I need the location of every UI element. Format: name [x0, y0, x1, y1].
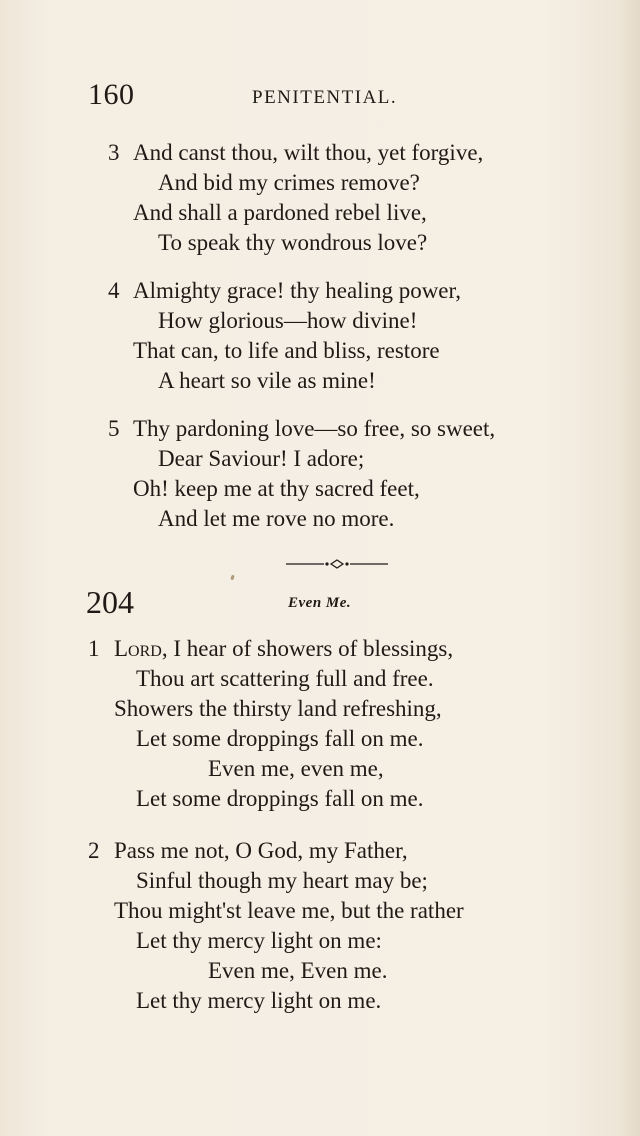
- verse-line: And canst thou, wilt thou, yet forgive,: [133, 140, 484, 165]
- stanza-number: 3: [108, 140, 120, 165]
- verse-line: And let me rove no more.: [158, 506, 395, 531]
- verse-line: Thy pardoning love—so free, so sweet,: [133, 416, 496, 441]
- verse-line: Let thy mercy light on me:: [136, 928, 382, 953]
- verse-line: That can, to life and bliss, restore: [133, 338, 440, 363]
- refrain-line: Even me, Even me.: [208, 958, 388, 983]
- verse-line: How glorious—how divine!: [158, 308, 418, 333]
- paper-speck: [230, 575, 235, 581]
- hymn-title: Even Me.: [288, 595, 352, 611]
- stanza-number: 5: [108, 416, 120, 441]
- hymn-number: 204: [86, 584, 134, 620]
- verse-line: Pass me not, O God, my Father,: [114, 838, 408, 863]
- stanza-number: 1: [88, 636, 100, 661]
- verse-line: Almighty grace! thy healing power,: [133, 278, 462, 303]
- stanza-number: 4: [108, 278, 120, 303]
- opening-line-rest: , I hear of showers of blessings,: [161, 636, 454, 661]
- verse-line: And shall a pardoned rebel live,: [133, 200, 427, 225]
- page-header: [88, 78, 558, 118]
- verse-line: A heart so vile as mine!: [158, 368, 376, 393]
- ornamental-divider: [286, 558, 388, 570]
- verse-line: Showers the thirsty land refreshing,: [114, 696, 442, 721]
- verse-line: Dear Saviour! I adore;: [158, 446, 365, 471]
- verse-line: Thou art scattering full and free.: [136, 666, 434, 691]
- verse-line: Let some droppings fall on me.: [136, 786, 424, 811]
- verse-line: Let some droppings fall on me.: [136, 726, 424, 751]
- refrain-line: Even me, even me,: [208, 756, 384, 781]
- verse-line: To speak thy wondrous love?: [158, 230, 428, 255]
- running-head: PENITENTIAL.: [252, 87, 398, 108]
- verse-line: Let thy mercy light on me.: [136, 988, 382, 1013]
- verse-line: Sinful though my heart may be;: [136, 868, 428, 893]
- stanza-number: 2: [88, 838, 100, 863]
- opening-word: Lord: [114, 636, 162, 661]
- verse-line: And bid my crimes remove?: [158, 170, 420, 195]
- page-number: 160: [88, 78, 135, 111]
- page-edge-shadow: [618, 0, 640, 1136]
- verse-line-first: [114, 634, 453, 664]
- verse-line: Thou might'st leave me, but the rather: [114, 898, 464, 923]
- verse-line: Oh! keep me at thy sacred feet,: [133, 476, 420, 501]
